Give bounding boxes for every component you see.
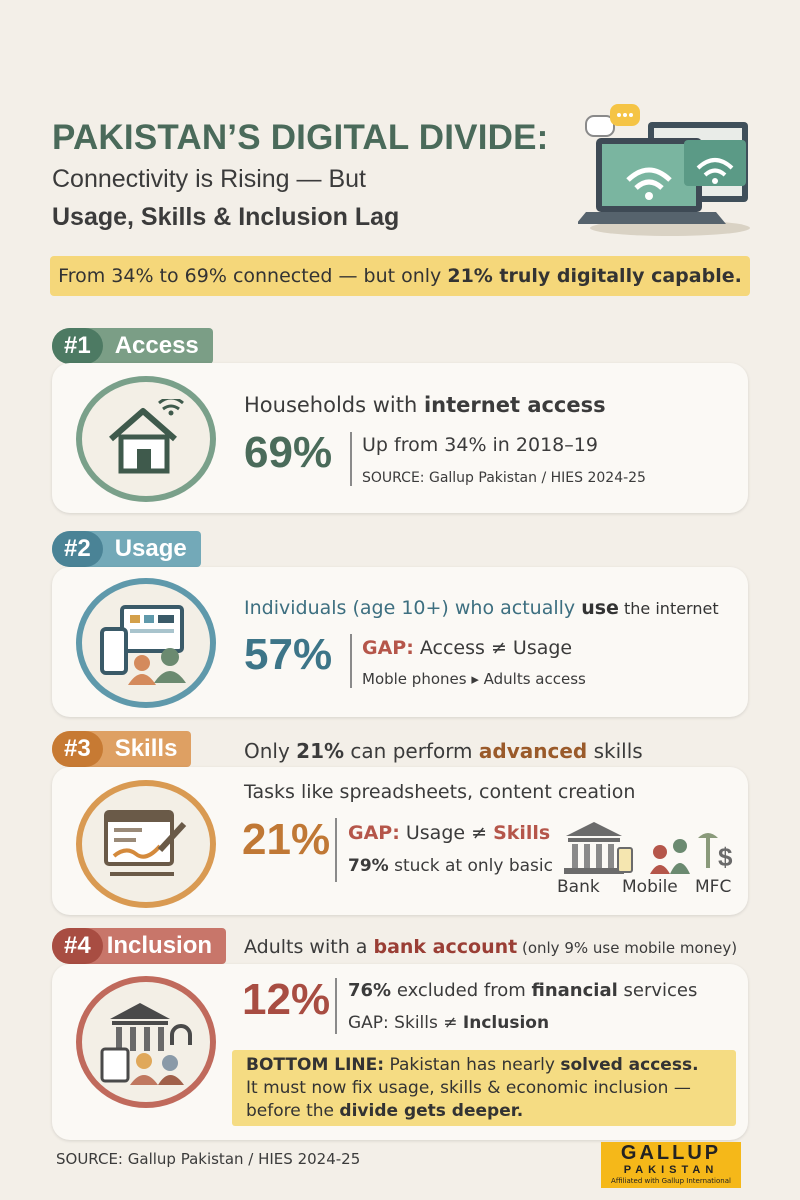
bank-mobile-mfc-icons <box>558 818 738 876</box>
bottom-line-label: BOTTOM LINE: <box>246 1055 385 1075</box>
section-label: Inclusion <box>106 932 213 959</box>
bottom-line-row2: It must now fix usage, skills & economic inclusion — <box>246 1078 691 1098</box>
footer-source: SOURCE: Gallup Pakistan / HIES 2024-25 <box>56 1150 361 1168</box>
bottom-line-text3: before the <box>246 1101 340 1121</box>
section-tag-usage <box>52 531 201 567</box>
usage-ring <box>76 578 216 708</box>
banner-text: From 34% to 69% connected — but only <box>58 265 448 287</box>
skills-gap-text: Usage ≠ <box>399 822 494 844</box>
gallup-pakistan-logo <box>601 1142 741 1188</box>
section-label: Access <box>114 332 199 359</box>
bank-lock-people-icon <box>98 999 194 1085</box>
section-tag-access <box>52 328 213 364</box>
usage-gap-text: Access ≠ Usage <box>413 637 573 659</box>
inclusion-value: 12% <box>242 975 331 1024</box>
devices-people-icon <box>98 601 194 685</box>
inclusion-excluded <box>348 980 697 1001</box>
access-ring <box>76 376 216 502</box>
inclusion-heading-bold: bank account <box>373 936 518 958</box>
inclusion-ring <box>76 976 216 1108</box>
access-source: SOURCE: Gallup Pakistan / HIES 2024-25 <box>362 470 646 486</box>
skills-heading-text: Only <box>244 739 297 763</box>
page-subtitle-line1: Connectivity is Rising — But <box>52 165 367 193</box>
page-title: PAKISTAN’S DIGITAL DIVIDE: <box>52 118 549 157</box>
inclusion-gap <box>348 1013 549 1033</box>
inclusion-excluded-text: excluded from <box>391 980 532 1001</box>
bottom-line-bold2: divide gets deeper. <box>339 1101 524 1121</box>
section-number: #3 <box>52 731 103 767</box>
skills-stuck <box>348 856 553 876</box>
section-number: #1 <box>52 328 103 364</box>
summary-banner <box>50 256 750 296</box>
bottom-line-row3 <box>246 1100 722 1123</box>
inclusion-heading-post: (only 9% use mobile money) <box>517 939 738 957</box>
inclusion-gap-text: GAP: Skills ≠ <box>348 1013 463 1033</box>
section-tag-skills <box>52 731 191 767</box>
access-value: 69% <box>244 428 333 477</box>
inclusion-heading-text: Adults with a <box>244 936 374 958</box>
skills-gap-bold: Skills <box>493 822 551 844</box>
usage-note: Moble phones ▸ Adults access <box>362 670 586 688</box>
logo-tag: Affiliated with Gallup International <box>611 1177 731 1185</box>
skills-gap-label: GAP: <box>348 822 400 844</box>
bottom-line-row1 <box>246 1054 722 1077</box>
icon-label-bank: Bank <box>557 877 600 897</box>
section-number: #2 <box>52 531 103 567</box>
divider <box>350 432 352 486</box>
icon-label-mobile: Mobile <box>622 877 678 897</box>
inclusion-excluded-bold: financial <box>531 980 618 1001</box>
access-heading <box>244 393 606 417</box>
usage-gap-label: GAP: <box>362 637 414 659</box>
spreadsheet-pen-icon <box>100 806 192 882</box>
inclusion-heading <box>244 936 737 958</box>
skills-heading-bold2: advanced <box>478 739 588 763</box>
skills-stuck-value: 79% <box>348 856 389 876</box>
section-number: #4 <box>52 928 103 964</box>
logo-sub: PAKISTAN <box>623 1164 719 1176</box>
divider <box>335 978 337 1034</box>
house-wifi-icon <box>101 399 191 479</box>
skills-value: 21% <box>242 815 331 864</box>
skills-stuck-text: stuck at only basic <box>388 856 553 876</box>
laptop-wifi-illustration-icon <box>578 100 758 240</box>
divider <box>335 818 337 882</box>
skills-ring <box>76 780 216 908</box>
bottom-line-box <box>232 1050 736 1126</box>
skills-heading-post: skills <box>587 739 643 763</box>
inclusion-gap-bold: Inclusion <box>462 1013 550 1033</box>
section-tag-inclusion <box>52 928 226 964</box>
access-heading-bold: internet access <box>423 393 606 417</box>
access-note: Up from 34% in 2018–19 <box>362 434 598 456</box>
usage-heading <box>244 597 719 619</box>
section-label: Usage <box>114 535 187 562</box>
skills-gap <box>348 822 550 844</box>
inclusion-excluded-post: services <box>617 980 698 1001</box>
skills-heading-bold1: 21% <box>296 739 345 763</box>
usage-heading-post: the internet <box>618 599 719 618</box>
page-subtitle-line2: Usage, Skills & Inclusion Lag <box>52 203 400 231</box>
skills-tasks: Tasks like spreadsheets, content creation <box>244 781 636 803</box>
banner-highlight: 21% truly digitally capable. <box>447 265 742 287</box>
logo-main: GALLUP <box>620 1142 722 1164</box>
usage-heading-bold: use <box>581 597 619 619</box>
svg-text:$: $ <box>718 842 733 872</box>
section-label: Skills <box>114 735 178 762</box>
access-heading-text: Households with <box>244 393 424 417</box>
usage-value: 57% <box>244 630 333 679</box>
skills-heading <box>244 739 643 763</box>
inclusion-excluded-value: 76% <box>348 980 392 1001</box>
bottom-line-bold1: solved access. <box>560 1055 699 1075</box>
divider <box>350 634 352 688</box>
usage-gap <box>362 637 572 659</box>
skills-heading-mid: can perform <box>344 739 479 763</box>
bottom-line-text1: Pakistan has nearly <box>384 1055 561 1075</box>
usage-heading-text: Individuals (age 10+) who actually <box>244 597 582 619</box>
icon-label-mfc: MFC <box>695 877 732 897</box>
